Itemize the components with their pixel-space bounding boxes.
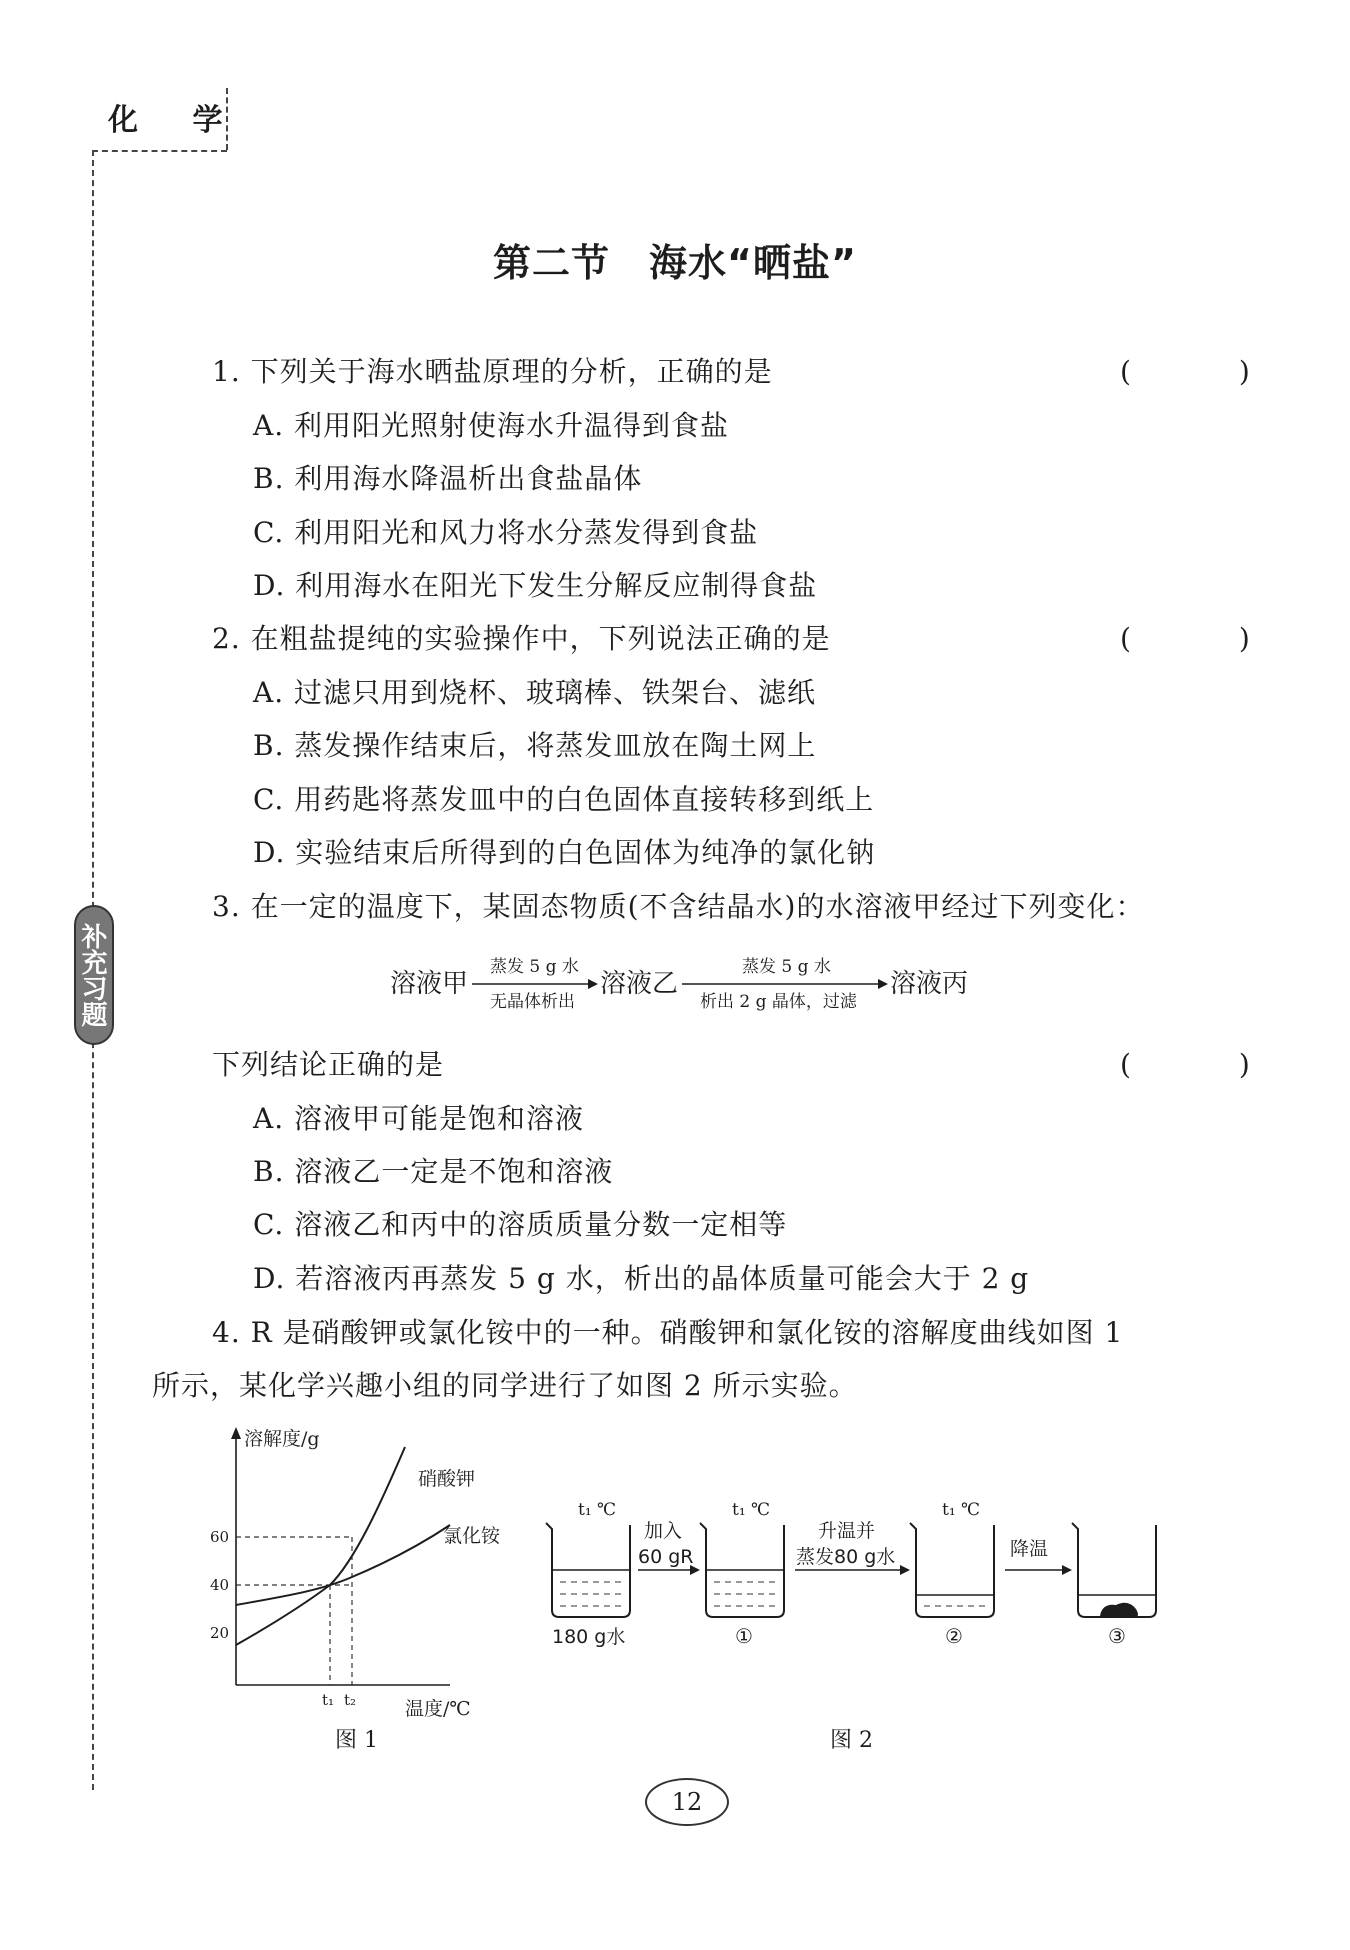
step1-top: 加入 xyxy=(644,1520,683,1542)
y-axis-arrow xyxy=(231,1427,241,1439)
flow-solution-b: 溶液乙 xyxy=(600,969,679,999)
curve-label-knitrate: 硝酸钾 xyxy=(418,1468,476,1490)
q3-answer-bracket[interactable]: ( ) xyxy=(1120,1048,1290,1081)
step2-top: 升温并 xyxy=(818,1520,876,1542)
q3-sub-stem: 下列结论正确的是 xyxy=(212,1048,445,1081)
y-tick-60: 60 xyxy=(210,1528,230,1546)
curve-potassium-nitrate xyxy=(236,1447,405,1645)
flow-solution-a: 溶液甲 xyxy=(390,969,469,999)
temp-label-2: t₁ ℃ xyxy=(942,1500,981,1520)
x-axis-label: 温度/℃ xyxy=(405,1698,471,1720)
water-label: 180 g水 xyxy=(552,1626,626,1648)
temp-label-0: t₁ ℃ xyxy=(578,1500,617,1520)
step1-bottom: 60 gR xyxy=(638,1546,694,1568)
q3-option-a: A. 溶液甲可能是饱和溶液 xyxy=(253,1102,585,1135)
curve-label-nh4cl: 氯化铵 xyxy=(443,1525,501,1547)
figure1-solubility-chart xyxy=(200,1425,520,1755)
beaker-label-3: ③ xyxy=(1108,1624,1126,1648)
header-divider-h xyxy=(92,150,227,152)
curve-ammonium-chloride xyxy=(236,1525,450,1605)
beaker-2 xyxy=(910,1523,994,1617)
q3-option-b: B. 溶液乙一定是不饱和溶液 xyxy=(253,1155,614,1188)
figure2-experiment-diagram xyxy=(540,1485,1180,1755)
section-title: 第二节 海水“晒盐” xyxy=(493,241,857,285)
flow-arrow1-bottom: 无晶体析出 xyxy=(490,992,575,1012)
flow-arrow1-top: 蒸发 5 g 水 xyxy=(490,957,579,977)
flow-solution-c: 溶液丙 xyxy=(890,969,969,999)
q2-option-d: D. 实验结束后所得到的白色固体为纯净的氯化钠 xyxy=(253,836,876,869)
flow-arrow2-top: 蒸发 5 g 水 xyxy=(742,957,831,977)
step2-bottom: 蒸发80 g水 xyxy=(796,1546,896,1568)
q1-option-b: B. 利用海水降温析出食盐晶体 xyxy=(253,462,643,495)
flow-arrow2-bottom: 析出 2 g 晶体，过滤 xyxy=(700,992,857,1012)
q4-stem-line1: 4. R 是硝酸钾或氯化铵中的一种。硝酸钾和氯化铵的溶解度曲线如图 1 xyxy=(212,1316,1124,1349)
beaker-3 xyxy=(1072,1523,1156,1617)
q3-option-d: D. 若溶液丙再蒸发 5 g 水，析出的晶体质量可能会大于 2 g xyxy=(253,1262,1030,1295)
crystal-deposit xyxy=(1100,1603,1138,1617)
figure1-caption: 图 1 xyxy=(335,1728,378,1753)
flow-arrow1-head xyxy=(588,979,598,989)
header-divider xyxy=(226,88,228,150)
beaker-label-1: ① xyxy=(735,1624,753,1648)
figure2-caption: 图 2 xyxy=(830,1728,873,1753)
q1-option-a: A. 利用阳光照射使海水升温得到食盐 xyxy=(253,409,730,442)
q2-answer-bracket[interactable]: ( ) xyxy=(1120,622,1290,655)
temp-label-1: t₁ ℃ xyxy=(732,1500,771,1520)
x-tick-t2: t₂ xyxy=(344,1691,357,1709)
y-tick-20: 20 xyxy=(210,1624,230,1642)
q2-option-a: A. 过滤只用到烧杯、玻璃棒、铁架台、滤纸 xyxy=(253,676,817,709)
y-axis-label: 溶解度/g xyxy=(244,1428,320,1450)
step3-label: 降温 xyxy=(1010,1538,1049,1560)
q3-stem: 3. 在一定的温度下，某固态物质(不含结晶水)的水溶液甲经过下列变化： xyxy=(212,890,1145,923)
q1-answer-bracket[interactable]: ( ) xyxy=(1120,355,1290,388)
y-tick-40: 40 xyxy=(210,1576,230,1594)
page-number: 12 xyxy=(645,1778,729,1826)
q1-option-c: C. 利用阳光和风力将水分蒸发得到食盐 xyxy=(253,516,759,549)
subject-label: 化 学 xyxy=(108,103,245,138)
beaker-label-2: ② xyxy=(945,1624,963,1648)
flow-arrow2-head xyxy=(878,979,888,989)
side-tab: 补充习题 xyxy=(74,905,114,1045)
q1-stem: 1. 下列关于海水晒盐原理的分析，正确的是 xyxy=(212,355,773,388)
q1-option-d: D. 利用海水在阳光下发生分解反应制得食盐 xyxy=(253,569,818,602)
q2-option-c: C. 用药匙将蒸发皿中的白色固体直接转移到纸上 xyxy=(253,783,875,816)
q4-stem-line2: 所示，某化学兴趣小组的同学进行了如图 2 所示实验。 xyxy=(152,1369,858,1402)
q2-stem: 2. 在粗盐提纯的实验操作中，下列说法正确的是 xyxy=(212,622,831,655)
q3-option-c: C. 溶液乙和丙中的溶质质量分数一定相等 xyxy=(253,1208,788,1241)
q3-flow-diagram xyxy=(390,950,990,1020)
x-tick-t1: t₁ xyxy=(322,1691,335,1709)
q2-option-b: B. 蒸发操作结束后，将蒸发皿放在陶土网上 xyxy=(253,729,817,762)
